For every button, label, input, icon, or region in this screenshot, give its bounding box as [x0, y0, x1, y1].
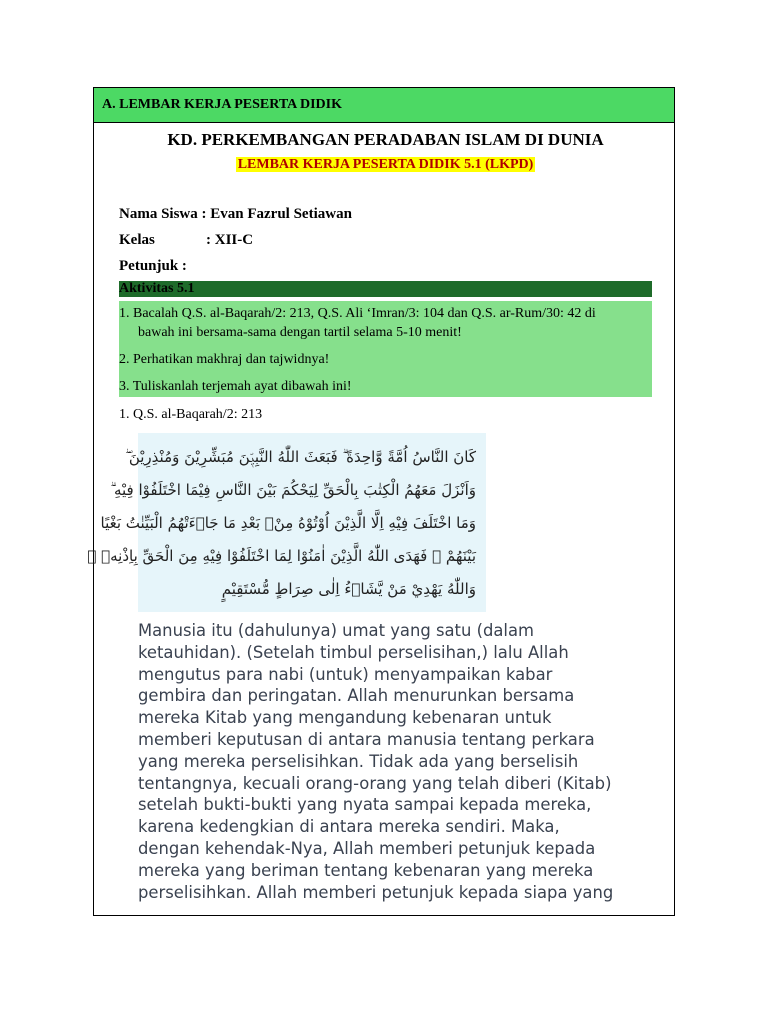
surah-label: 1. Q.S. al-Baqarah/2: 213	[119, 407, 263, 422]
translation-line: perselisihkan. Allah memberi petunjuk kepada siapa yang	[138, 882, 614, 902]
task-item	[119, 377, 652, 396]
class-label: Kelas	[119, 232, 155, 248]
lkpd-title-wrap	[119, 155, 652, 173]
translation-line: mereka Kitab yang mengandung kebenaran untuk	[138, 708, 552, 728]
activity-label: Aktivitas 5.1	[119, 281, 652, 297]
translation-line: ketauhidan). (Setelah timbul perselisihan,) lalu Allah	[138, 642, 569, 662]
arabic-line: كَانَ النَّاسُ اُمَّةً وَّاحِدَةً ۗ فَبَعَثَ اللّٰهُ النَّبِيّٖنَ مُبَشِّرِيْنَ وَمُنْذِرِيْنَ ۖ	[125, 448, 476, 466]
task-item	[119, 350, 652, 369]
task-3-text: 3. Tuliskanlah terjemah ayat dibawah ini!	[119, 379, 352, 394]
instructions-label: Petunjuk :	[119, 258, 187, 274]
translation-line: Manusia itu (dahulunya) umat yang satu (dalam	[138, 621, 534, 640]
class-value: : XII-C	[206, 232, 254, 248]
translation-text	[138, 620, 654, 903]
task-1-line2: bawah ini bersama-sama dengan tartil selama 5-10 menit!	[138, 325, 462, 340]
task-1-line1: 1. Bacalah Q.S. al-Baqarah/2: 213, Q.S. Ali ‘Imran/3: 104 dan Q.S. ar-Rum/30: 42 di	[119, 306, 596, 321]
translation-line: tentangnya, kecuali orang-orang yang telah diberi (Kitab)	[138, 773, 612, 793]
translation-line: setelah bukti-bukti yang nyata sampai kepada mereka,	[138, 795, 592, 815]
worksheet-table	[87, 87, 675, 916]
student-class	[119, 227, 652, 253]
arabic-verse-image	[87, 433, 486, 612]
task-2-text: 2. Perhatikan makhraj dan tajwidnya!	[119, 352, 330, 367]
translation-line: memberi keputusan di antara manusia tentang perkara	[138, 729, 595, 749]
worksheet-content	[87, 130, 674, 903]
translation-line: mereka yang beriman tentang kebenaran yang mereka	[138, 860, 594, 880]
arabic-line: بَيْنَهُمْ ۚ فَهَدَى اللّٰهُ الَّذِيْنَ اٰمَنُوْا لِمَا اخْتَلَفُوْا فِيْهِ مِنَ الْحَقِّ بِاِذْنِهٖ ۗ	[87, 547, 476, 565]
arabic-line: وَاَنْزَلَ مَعَهُمُ الْكِتٰبَ بِالْحَقِّ لِيَحْكُمَ بَيْنَ النَّاسِ فِيْمَا اخْتَلَفُوْا فِيْهِ ۗ	[110, 481, 476, 499]
translation-line: karena kedengkian di antara mereka sendiri. Maka,	[138, 817, 560, 837]
lkpd-title: LEMBAR KERJA PESERTA DIDIK 5.1 (LKPD)	[237, 157, 534, 172]
arabic-line: وَاللّٰهُ يَهْدِيْ مَنْ يَّشَاۤءُ اِلٰى صِرَاطٍ مُّسْتَقِيْمٍ	[221, 580, 476, 598]
kd-title: KD. PERKEMBANGAN PERADABAN ISLAM DI DUNIA	[167, 130, 604, 149]
task-item	[119, 304, 652, 342]
task-list	[119, 301, 652, 397]
section-heading: A. LEMBAR KERJA PESERTA DIDIK	[94, 88, 674, 123]
arabic-line: وَمَا اخْتَلَفَ فِيْهِ اِلَّا الَّذِيْنَ اُوْتُوْهُ مِنْۢ بَعْدِ مَا جَاۤءَتْهُمُ الْبَيِّنٰتُ بَغْيًا	[100, 514, 476, 532]
translation-line: yang mereka perselisihkan. Tidak ada yang berselisih	[138, 751, 579, 771]
translation-line: gembira dan peringatan. Allah menurunkan bersama	[138, 686, 575, 706]
translation-line: dengan kehendak-Nya, Allah memberi petunjuk kepada	[138, 838, 596, 858]
student-name: Nama Siswa : Evan Fazrul Setiawan	[119, 206, 352, 222]
translation-line: mengutus para nabi (untuk) menyampaikan kabar	[138, 664, 553, 684]
